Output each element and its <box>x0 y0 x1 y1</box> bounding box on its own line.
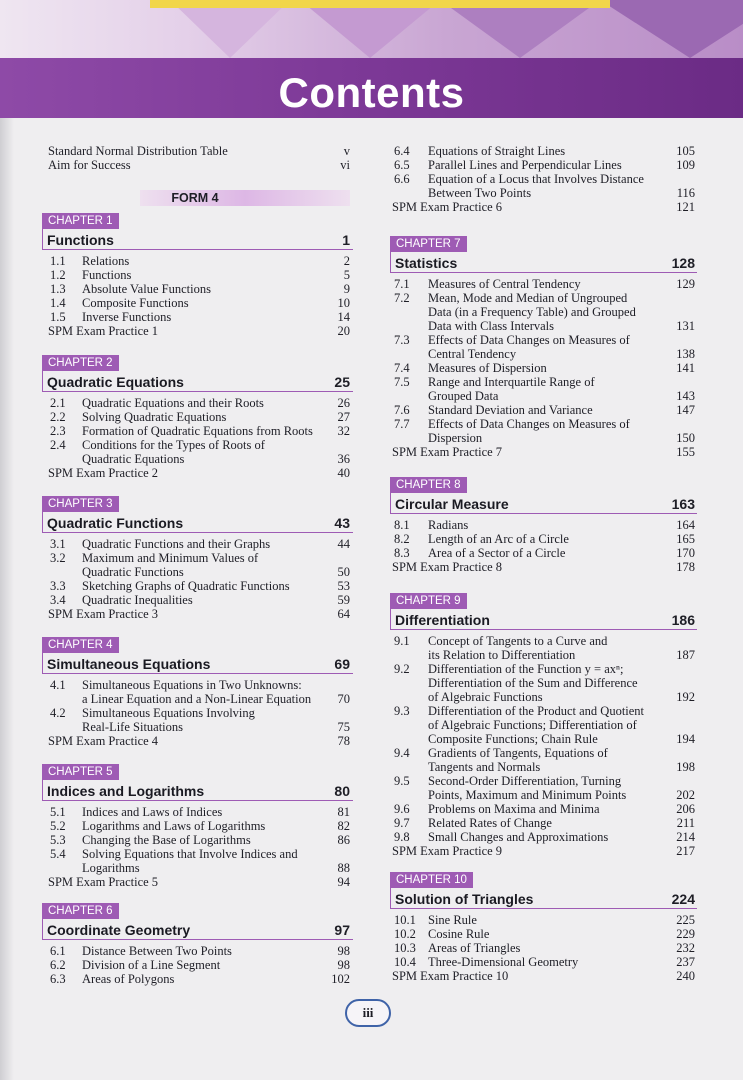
section-page: 53 <box>337 579 350 593</box>
section-title: Sine Rule <box>428 913 477 927</box>
exam-practice-page: 94 <box>337 875 350 889</box>
section-title: Changing the Base of Logarithms <box>82 833 251 847</box>
section-page: 98 <box>337 958 350 972</box>
chapter-page: 1 <box>342 232 350 248</box>
section-page: 229 <box>676 927 695 941</box>
section-title: Solving Equations that Involve Indices and <box>82 847 298 861</box>
section-number: 3.1 <box>50 537 66 551</box>
section-number: 7.3 <box>394 333 410 347</box>
exam-practice-title: SPM Exam Practice 9 <box>392 844 503 858</box>
section-title: of Algebraic Functions; Differentiation of <box>428 718 637 732</box>
section-title: Formation of Quadratic Equations from Roots <box>82 424 313 438</box>
section-title: Quadratic Functions <box>82 565 184 579</box>
section-title: Inverse Functions <box>82 310 172 324</box>
section-page: 165 <box>676 532 695 546</box>
chapter-page: 69 <box>334 656 350 672</box>
section-number: 5.4 <box>50 847 66 861</box>
exam-practice-page: 20 <box>337 324 350 338</box>
section-title: Equation of a Locus that Involves Distance <box>428 172 644 186</box>
section-title: Maximum and Minimum Values of <box>82 551 259 565</box>
section-page: 81 <box>337 805 350 819</box>
form-label: FORM 4 <box>171 191 219 205</box>
section-page: 105 <box>676 144 695 158</box>
section-title: Three-Dimensional Geometry <box>428 955 579 969</box>
section-page: 147 <box>676 403 695 417</box>
section-title: Logarithms <box>82 861 140 875</box>
section-title: Standard Deviation and Variance <box>428 403 593 417</box>
section-title: a Linear Equation and a Non-Linear Equation <box>82 692 312 706</box>
section-page: 10 <box>337 296 350 310</box>
section-title: Related Rates of Change <box>428 816 552 830</box>
exam-practice-page: 64 <box>337 607 350 621</box>
chapter-title: Circular Measure <box>395 496 509 512</box>
exam-practice-title: SPM Exam Practice 1 <box>48 324 159 338</box>
exam-practice-page: 240 <box>676 969 695 983</box>
section-page: 129 <box>676 277 695 291</box>
section-number: 2.3 <box>50 424 66 438</box>
section-page: 138 <box>676 347 695 361</box>
section-number: 5.2 <box>50 819 66 833</box>
section-number: 10.4 <box>394 955 416 969</box>
section-title: Logarithms and Laws of Logarithms <box>82 819 266 833</box>
chapter-page: 80 <box>334 783 350 799</box>
section-number: 10.1 <box>394 913 416 927</box>
section-title: Radians <box>428 518 469 532</box>
chapter-label: CHAPTER 1 <box>42 213 119 229</box>
exam-practice-page: 121 <box>676 200 695 214</box>
section-title: Distance Between Two Points <box>82 944 232 958</box>
chapter-label: CHAPTER 4 <box>42 637 119 653</box>
section-number: 7.6 <box>394 403 410 417</box>
chapter-page: 128 <box>671 255 695 271</box>
section-page: 198 <box>676 760 695 774</box>
section-page: 211 <box>676 816 695 830</box>
chapter-label: CHAPTER 6 <box>42 903 119 919</box>
section-page: 27 <box>337 410 350 424</box>
chapter-label: CHAPTER 10 <box>390 872 473 888</box>
section-number: 4.2 <box>50 706 66 720</box>
section-title: Effects of Data Changes on Measures of <box>428 417 630 431</box>
section-page: 237 <box>676 955 695 969</box>
section-number: 6.5 <box>394 158 410 172</box>
section-number: 7.1 <box>394 277 410 291</box>
section-number: 6.3 <box>50 972 66 986</box>
section-title: its Relation to Differentiation <box>428 648 576 662</box>
section-number: 7.5 <box>394 375 410 389</box>
section-title: Tangents and Normals <box>428 760 541 774</box>
section-number: 7.2 <box>394 291 410 305</box>
chapter-page: 163 <box>671 496 695 512</box>
section-number: 3.2 <box>50 551 66 565</box>
section-number: 6.4 <box>394 144 410 158</box>
section-number: 2.4 <box>50 438 66 452</box>
section-title: Concept of Tangents to a Curve and <box>428 634 608 648</box>
exam-practice-title: SPM Exam Practice 6 <box>392 200 503 214</box>
section-title: Measures of Dispersion <box>428 361 547 375</box>
section-title: Dispersion <box>428 431 483 445</box>
exam-practice-page: 40 <box>337 466 350 480</box>
chapter-label: CHAPTER 3 <box>42 496 119 512</box>
section-page: 32 <box>337 424 350 438</box>
exam-practice-page: 155 <box>676 445 695 459</box>
section-number: 10.3 <box>394 941 416 955</box>
exam-practice-page: 78 <box>337 734 350 748</box>
section-number: 8.1 <box>394 518 410 532</box>
section-number: 6.6 <box>394 172 410 186</box>
section-number: 1.3 <box>50 282 66 296</box>
chapter-title: Coordinate Geometry <box>47 922 191 938</box>
section-page: 109 <box>676 158 695 172</box>
chapter-title: Functions <box>47 232 114 248</box>
chapter-page: 25 <box>334 374 350 390</box>
section-page: 164 <box>676 518 695 532</box>
section-number: 5.1 <box>50 805 66 819</box>
section-number: 6.1 <box>50 944 66 958</box>
section-title: Functions <box>82 268 132 282</box>
section-number: 3.4 <box>50 593 66 607</box>
exam-practice-page: 178 <box>676 560 695 574</box>
chapter-title: Indices and Logarithms <box>47 783 205 799</box>
chapter-label: CHAPTER 9 <box>390 593 467 609</box>
section-page: 143 <box>676 389 695 403</box>
section-number: 9.6 <box>394 802 410 816</box>
chapter-label: CHAPTER 8 <box>390 477 467 493</box>
section-page: 5 <box>343 268 350 282</box>
section-title: Cosine Rule <box>428 927 490 941</box>
section-number: 9.2 <box>394 662 410 676</box>
section-title: Central Tendency <box>428 347 517 361</box>
section-number: 1.4 <box>50 296 66 310</box>
section-title: Real-Life Situations <box>82 720 184 734</box>
chapter-title: Statistics <box>395 255 458 271</box>
section-title: Relations <box>82 254 130 268</box>
front-matter-page: vi <box>340 158 350 172</box>
section-number: 10.2 <box>394 927 416 941</box>
section-page: 116 <box>676 186 695 200</box>
section-title: Quadratic Equations and their Roots <box>82 396 264 410</box>
section-title: Quadratic Inequalities <box>82 593 193 607</box>
chapter-title: Quadratic Functions <box>47 515 184 531</box>
exam-practice-title: SPM Exam Practice 5 <box>48 875 159 889</box>
section-page: 26 <box>337 396 350 410</box>
section-number: 7.4 <box>394 361 410 375</box>
section-page: 88 <box>337 861 350 875</box>
section-page: 102 <box>331 972 350 986</box>
section-page: 98 <box>337 944 350 958</box>
chapter-page: 97 <box>334 922 350 938</box>
exam-practice-title: SPM Exam Practice 4 <box>48 734 159 748</box>
section-page: 50 <box>337 565 350 579</box>
section-number: 1.5 <box>50 310 66 324</box>
chapter-title: Solution of Triangles <box>395 891 534 907</box>
section-title: Absolute Value Functions <box>82 282 211 296</box>
section-title: Measures of Central Tendency <box>428 277 581 291</box>
exam-practice-title: SPM Exam Practice 8 <box>392 560 503 574</box>
section-page: 170 <box>676 546 695 560</box>
section-title: Length of an Arc of a Circle <box>428 532 569 546</box>
exam-practice-title: SPM Exam Practice 10 <box>392 969 509 983</box>
front-matter-page: v <box>343 144 350 158</box>
front-matter-title: Standard Normal Distribution Table <box>48 144 228 158</box>
section-page: 59 <box>337 593 350 607</box>
section-title: Differentiation of the Function y = axⁿ; <box>428 662 624 676</box>
section-page: 150 <box>676 431 695 445</box>
section-title: Effects of Data Changes on Measures of <box>428 333 630 347</box>
chapter-page: 43 <box>334 515 350 531</box>
section-title: Areas of Triangles <box>428 941 521 955</box>
section-title: Small Changes and Approximations <box>428 830 609 844</box>
exam-practice-title: SPM Exam Practice 3 <box>48 607 159 621</box>
section-number: 4.1 <box>50 678 66 692</box>
page-binding-shadow <box>0 118 14 1080</box>
section-title: Second-Order Differentiation, Turning <box>428 774 622 788</box>
section-title: Indices and Laws of Indices <box>82 805 223 819</box>
section-title: Quadratic Equations <box>82 452 185 466</box>
section-title: Solving Quadratic Equations <box>82 410 227 424</box>
section-title: Quadratic Functions and their Graphs <box>82 537 271 551</box>
exam-practice-title: SPM Exam Practice 2 <box>48 466 159 480</box>
section-page: 82 <box>337 819 350 833</box>
section-number: 9.7 <box>394 816 410 830</box>
section-title: Simultaneous Equations in Two Unknowns: <box>82 678 302 692</box>
section-title: Grouped Data <box>428 389 499 403</box>
section-number: 9.3 <box>394 704 410 718</box>
section-number: 1.1 <box>50 254 66 268</box>
section-number: 2.2 <box>50 410 66 424</box>
chapter-label: CHAPTER 5 <box>42 764 119 780</box>
section-title: Sketching Graphs of Quadratic Functions <box>82 579 290 593</box>
front-matter-title: Aim for Success <box>48 158 131 172</box>
chapter-label: CHAPTER 7 <box>390 236 467 252</box>
section-page: 2 <box>343 254 350 268</box>
section-title: Mean, Mode and Median of Ungrouped <box>428 291 628 305</box>
section-title: Differentiation of the Product and Quotient <box>428 704 645 718</box>
section-page: 70 <box>337 692 350 706</box>
section-number: 5.3 <box>50 833 66 847</box>
page-number: iii <box>345 999 391 1027</box>
section-title: Problems on Maxima and Minima <box>428 802 600 816</box>
section-number: 2.1 <box>50 396 66 410</box>
section-title: of Algebraic Functions <box>428 690 543 704</box>
page-edge-decoration <box>150 0 610 8</box>
section-page: 194 <box>676 732 695 746</box>
section-number: 8.2 <box>394 532 410 546</box>
section-page: 232 <box>676 941 695 955</box>
chapter-label: CHAPTER 2 <box>42 355 119 371</box>
section-number: 7.7 <box>394 417 410 431</box>
section-number: 9.1 <box>394 634 410 648</box>
exam-practice-page: 217 <box>676 844 695 858</box>
section-title: Data with Class Intervals <box>428 319 555 333</box>
section-number: 9.8 <box>394 830 410 844</box>
section-title: Division of a Line Segment <box>82 958 221 972</box>
section-title: Areas of Polygons <box>82 972 175 986</box>
section-title: Data (in a Frequency Table) and Grouped <box>428 305 636 319</box>
section-title: Differentiation of the Sum and Difference <box>428 676 638 690</box>
page-title: Contents <box>278 69 465 116</box>
section-page: 206 <box>676 802 695 816</box>
section-title: Range and Interquartile Range of <box>428 375 595 389</box>
section-number: 1.2 <box>50 268 66 282</box>
section-page: 14 <box>337 310 350 324</box>
section-page: 141 <box>676 361 695 375</box>
section-number: 6.2 <box>50 958 66 972</box>
chapter-title: Quadratic Equations <box>47 374 184 390</box>
section-page: 214 <box>676 830 695 844</box>
section-page: 75 <box>337 720 350 734</box>
section-page: 86 <box>337 833 350 847</box>
section-number: 3.3 <box>50 579 66 593</box>
section-title: Conditions for the Types of Roots of <box>82 438 265 452</box>
section-title: Parallel Lines and Perpendicular Lines <box>428 158 622 172</box>
section-page: 202 <box>676 788 695 802</box>
section-page: 36 <box>337 452 350 466</box>
section-title: Equations of Straight Lines <box>428 144 566 158</box>
section-title: Area of a Sector of a Circle <box>428 546 566 560</box>
header-decoration <box>0 0 743 58</box>
section-page: 187 <box>676 648 695 662</box>
section-title: Points, Maximum and Minimum Points <box>428 788 627 802</box>
section-title: Between Two Points <box>428 186 532 200</box>
section-page: 44 <box>337 537 350 551</box>
section-title: Composite Functions; Chain Rule <box>428 732 598 746</box>
section-page: 192 <box>676 690 695 704</box>
chapter-page: 224 <box>671 891 695 907</box>
chapter-title: Simultaneous Equations <box>47 656 211 672</box>
section-title: Composite Functions <box>82 296 189 310</box>
section-page: 9 <box>343 282 350 296</box>
section-number: 8.3 <box>394 546 410 560</box>
chapter-title: Differentiation <box>395 612 490 628</box>
section-title: Gradients of Tangents, Equations of <box>428 746 608 760</box>
section-number: 9.5 <box>394 774 410 788</box>
section-page: 131 <box>676 319 695 333</box>
chapter-page: 186 <box>671 612 695 628</box>
exam-practice-title: SPM Exam Practice 7 <box>392 445 503 459</box>
section-title: Simultaneous Equations Involving <box>82 706 255 720</box>
section-page: 225 <box>676 913 695 927</box>
section-number: 9.4 <box>394 746 410 760</box>
